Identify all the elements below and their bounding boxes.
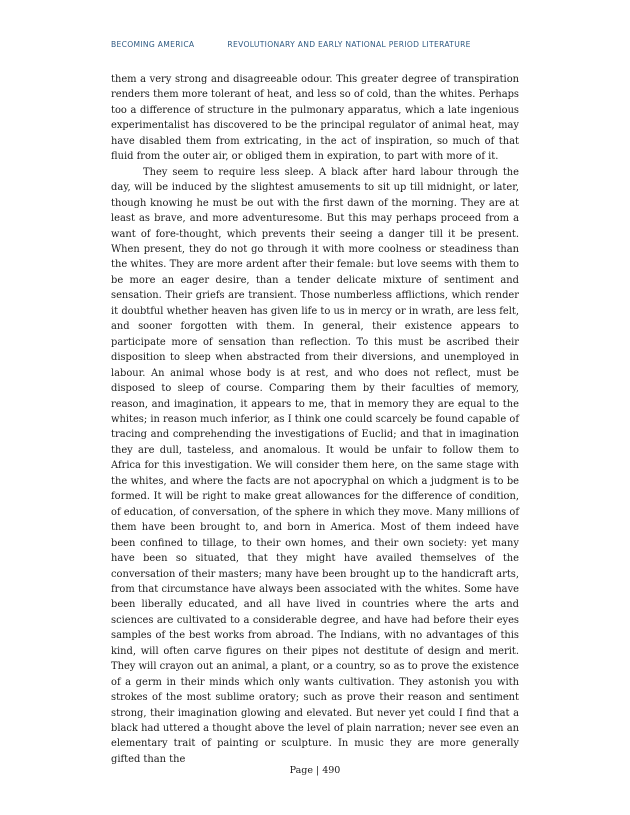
paragraph: them a very strong and disagreeable odour. This greater degree of transpiration renders them more tolerant of heat, and less so of cold, than the whites. Perhaps too a difference of structure in the pulmonary apparatus, which a late ingenious experimentalist has discovered to be the principal regulator of animal heat, may have disabled them from extricating, in the act of inspiration, so much of that fluid from the outer air, or obliged them in expiration, to part with more of it.	[111, 74, 519, 163]
book-title: BECOMING AMERICA	[111, 40, 195, 49]
running-header	[111, 40, 531, 49]
body-text	[111, 72, 519, 767]
section-title: REVOLUTIONARY AND EARLY NATIONAL PERIOD LITERATURE	[227, 40, 471, 49]
paragraph: They seem to require less sleep. A black after hard labour through the day, will be induced by the slightest amusements to sit up till midnight, or later, though knowing he must be out with the first dawn of the morning. They are at least as brave, and more adventuresome. But this may perhaps proceed from a want of fore-thought, which prevents their seeing a danger till it be present. When present, they do not go through it with more coolness or steadiness than the whites. They are more ardent after their female: but love seems with them to be more an eager desire, than a tender delicate mixture of sentiment and sensation. Their griefs are transient. Those numberless afflictions, which render it doubtful whether heaven has given life to us in mercy or in wrath, are less felt, and sooner forgotten with them. In general, their existence appears to participate more of sensation than reflection. To this must be ascribed their disposition to sleep when abstracted from their diversions, and unemployed in labour. An animal whose body is at rest, and who does not reflect, must be disposed to sleep of course. Comparing them by their faculties of memory, reason, and imagination, it appears to me, that in memory they are equal to the whites; in reason much inferior, as I think one could scarcely be found capable of tracing and comprehending the investigations of Euclid; and that in imagination they are dull, tasteless, and anomalous. It would be unfair to follow them to Africa for this investigation. We will consider them here, on the same stage with the whites, and where the facts are not apocryphal on which a judgment is to be formed. It will be right to make great allowances for the difference of condition, of education, of conversation, of the sphere in which they move. Many millions of them have been brought to, and born in America. Most of them indeed have been confined to tillage, to their own homes, and their own society: yet many have been so situated, that they might have availed themselves of the conversation of their masters; many have been brought up to the handicraft arts, from that circumstance have always been associated with the whites. Some have been liberally educated, and all have lived in countries where the arts and sciences are cultivated to a considerable degree, and have had before their eyes samples of the best works from abroad. The Indians, with no advantages of this kind, will often carve figures on their pipes not destitute of design and merit. They will crayon out an animal, a plant, or a country, so as to prove the existence of a germ in their minds which only wants cultivation. They astonish you with strokes of the most sublime oratory; such as prove their reason and sentiment strong, their imagination glowing and elevated. But never yet could I find that a black had uttered a thought above the level of plain narration; never see even an elementary trait of painting or sculpture. In music they are more generally gifted than the	[111, 166, 519, 765]
page-number: Page | 490	[289, 765, 341, 776]
